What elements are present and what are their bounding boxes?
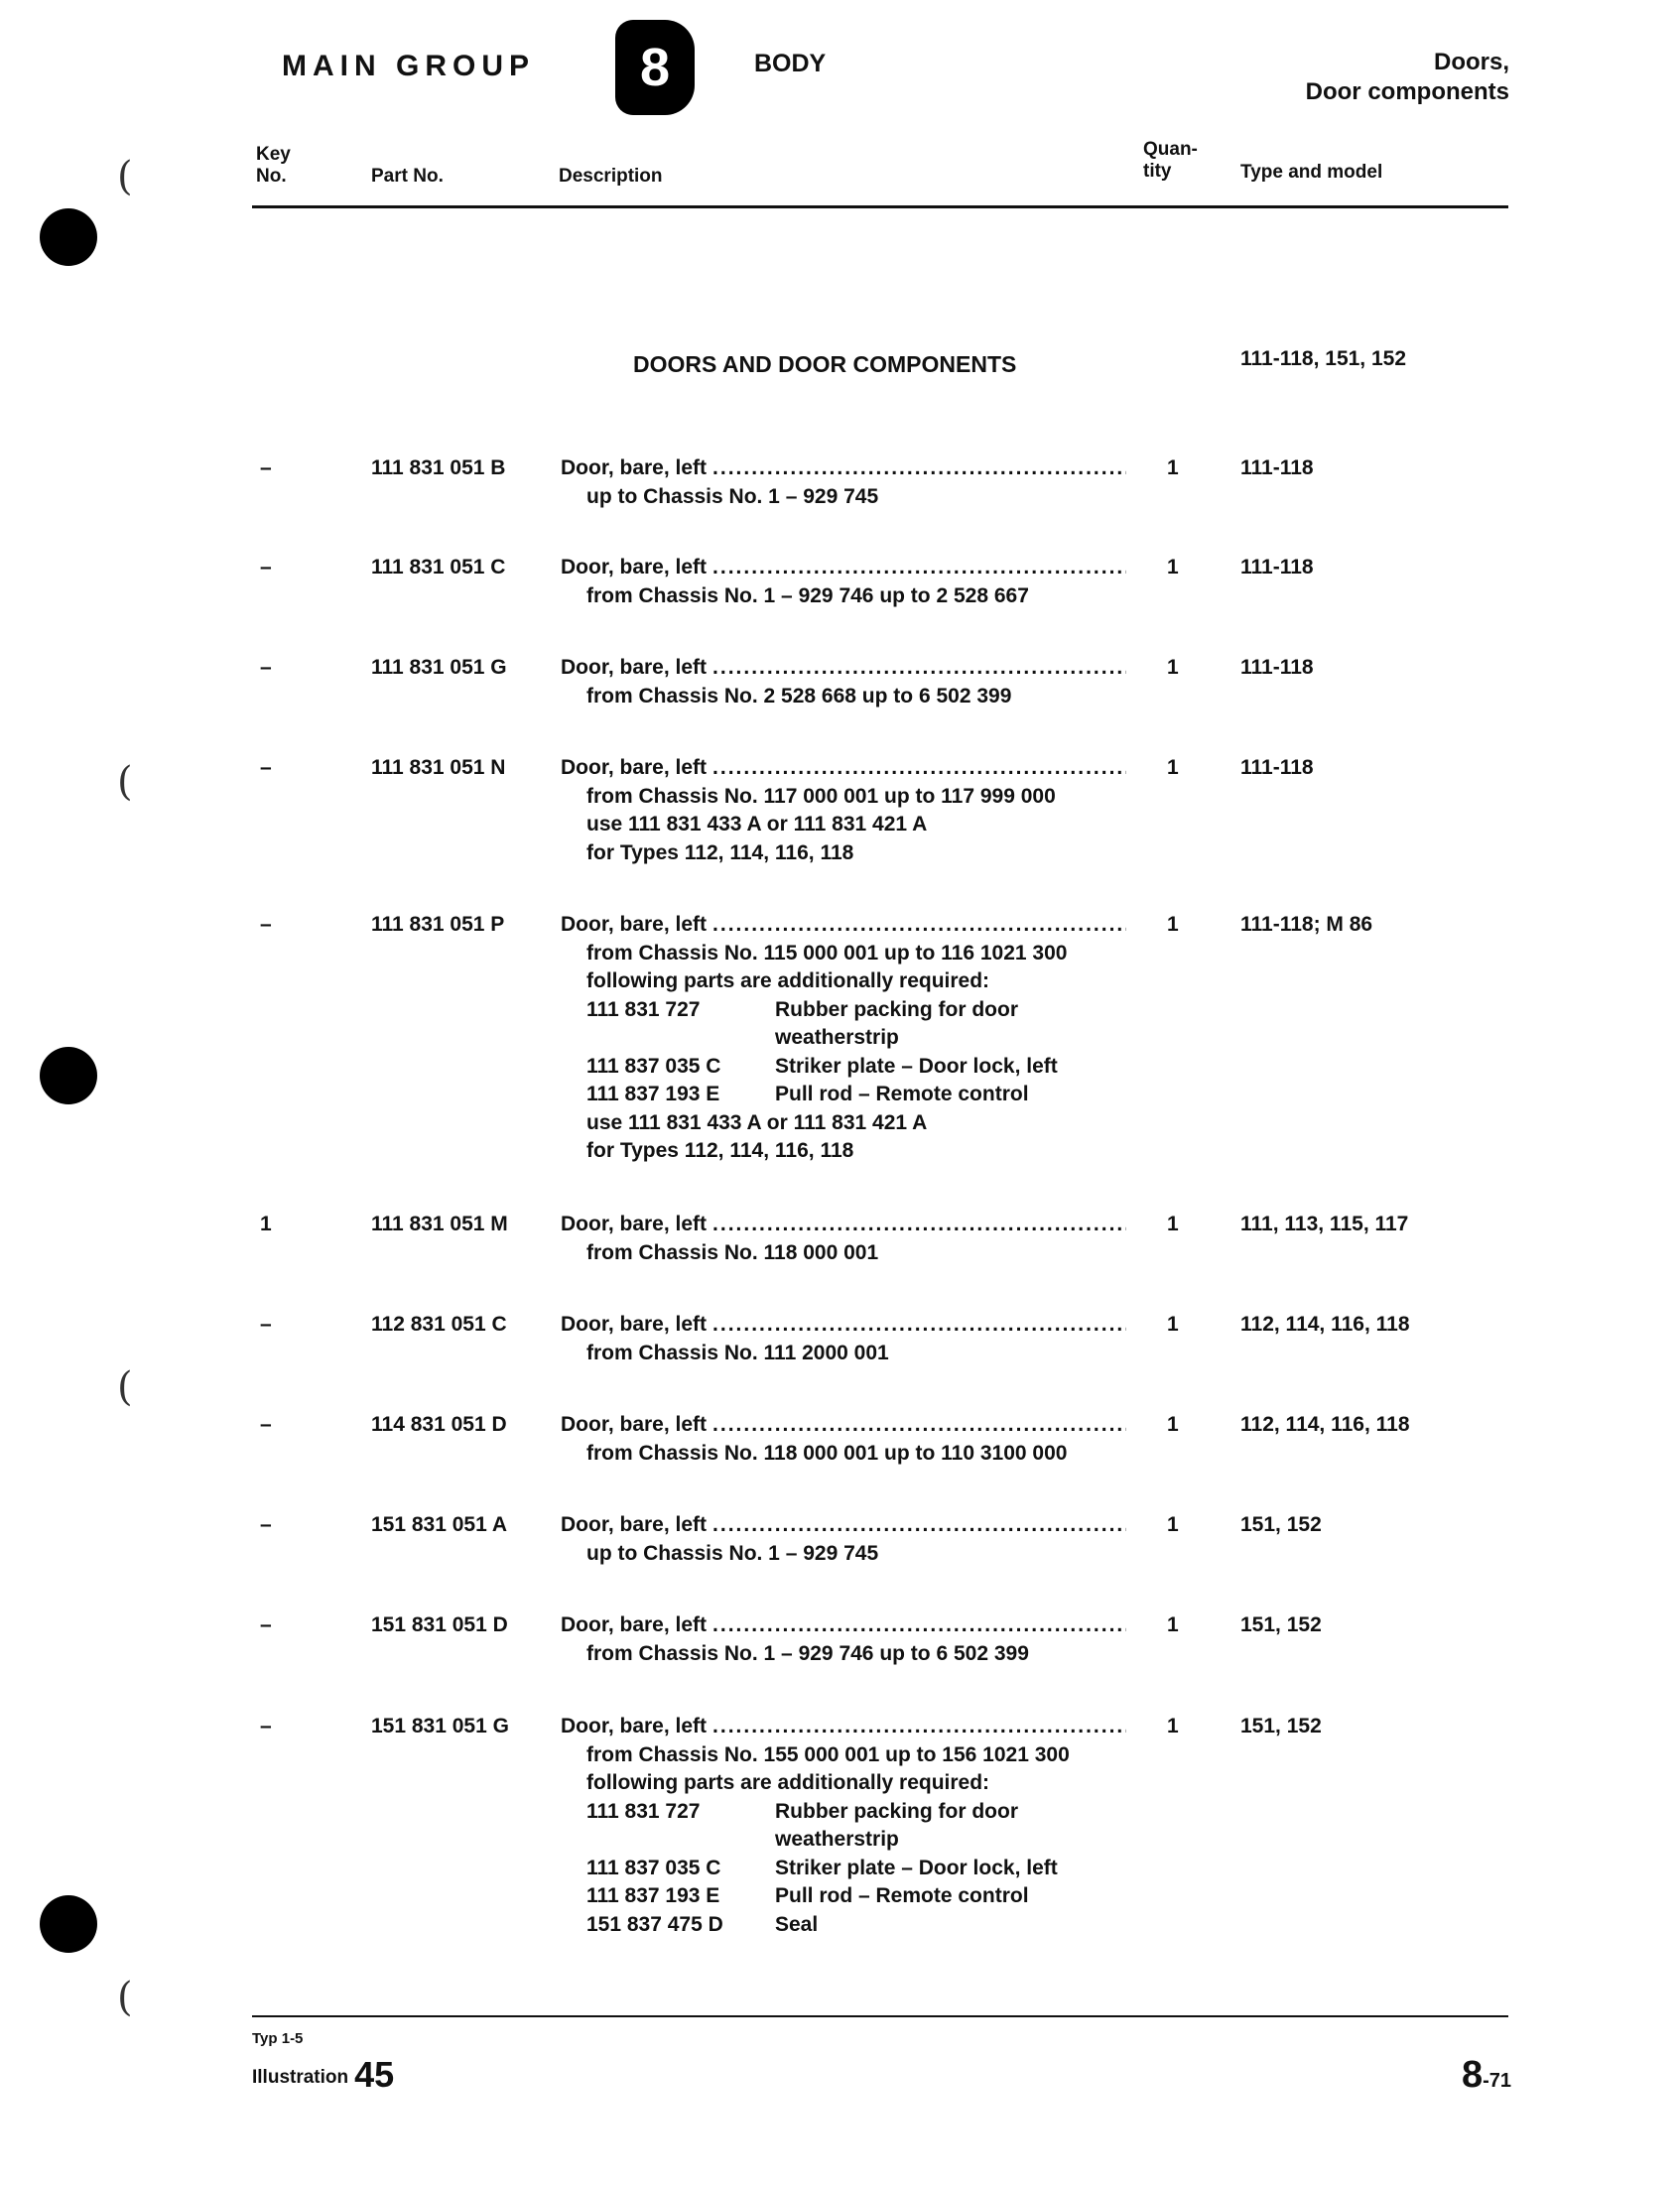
description-text: Door, bare, left [561, 756, 708, 779]
col-part-header: Part No. [371, 166, 444, 187]
description-note: from Chassis No. 117 000 001 up to 117 999 000 [586, 784, 1056, 808]
col-qty-line2: tity [1143, 161, 1172, 182]
group-number: 8 [639, 38, 671, 97]
type-and-model: 111, 113, 115, 117 [1240, 1213, 1409, 1235]
part-number: 111 831 051 M [371, 1213, 508, 1235]
dot-leader [712, 911, 1126, 940]
dot-leader [712, 554, 1126, 582]
binder-hole [40, 1047, 97, 1104]
key-number: – [260, 1513, 272, 1536]
quantity: 1 [1167, 1213, 1179, 1235]
required-part-number: 111 837 193 E [586, 1884, 720, 1907]
key-number: – [260, 556, 272, 579]
col-qty-line1: Quan- [1143, 139, 1198, 160]
required-part [561, 1081, 1126, 1109]
description-note: from Chassis No. 1 – 929 746 up to 6 502 399 [586, 1641, 1029, 1665]
key-number: – [260, 1313, 272, 1336]
description [561, 1211, 1126, 1267]
part-number: 112 831 051 C [371, 1313, 507, 1336]
footer-typ: Typ 1-5 [252, 2030, 304, 2047]
key-number: – [260, 756, 272, 779]
quantity: 1 [1167, 913, 1179, 936]
description-note: from Chassis No. 111 2000 001 [586, 1341, 889, 1364]
required-part-description: Striker plate – Door lock, left [775, 1054, 1058, 1078]
binder-hole [40, 1895, 97, 1953]
required-part-number: 111 831 727 [586, 1799, 701, 1823]
required-part-number: 111 837 035 C [586, 1054, 721, 1078]
description [561, 1311, 1126, 1367]
description-note: from Chassis No. 155 000 001 up to 156 1021 300 [586, 1742, 1070, 1766]
part-number: 151 831 051 A [371, 1513, 508, 1536]
quantity: 1 [1167, 1715, 1179, 1737]
required-part-description: Rubber packing for door weatherstrip [775, 1799, 1019, 1851]
col-key-line2: No. [256, 166, 287, 187]
quantity: 1 [1167, 1613, 1179, 1636]
type-and-model: 112, 114, 116, 118 [1240, 1413, 1410, 1436]
section-heading-line1: Doors, [1433, 49, 1509, 75]
section-types: 111-118, 151, 152 [1240, 347, 1407, 370]
required-part-description: Seal [775, 1912, 819, 1936]
part-number: 114 831 051 D [371, 1413, 507, 1436]
required-part [561, 1855, 1126, 1883]
part-number: 111 831 051 G [371, 656, 507, 679]
description [561, 454, 1126, 511]
type-and-model: 151, 152 [1240, 1613, 1322, 1636]
description [561, 554, 1126, 610]
description-note: use 111 831 433 A or 111 831 421 A [586, 813, 928, 836]
type-and-model: 151, 152 [1240, 1715, 1322, 1737]
section-heading [1306, 48, 1509, 107]
key-number: – [260, 1613, 272, 1636]
required-part [561, 996, 1126, 1053]
description-text: Door, bare, left [561, 1313, 708, 1336]
dot-leader [712, 1411, 1126, 1440]
required-part [561, 1911, 1126, 1940]
description-text: Door, bare, left [561, 456, 708, 479]
type-and-model: 111-118 [1240, 456, 1314, 479]
required-part [561, 1053, 1126, 1082]
description-text: Door, bare, left [561, 1413, 708, 1436]
required-part-description: Pull rod – Remote control [775, 1083, 1029, 1105]
part-number: 111 831 051 C [371, 556, 506, 579]
dot-leader [712, 1713, 1126, 1741]
footer-illustration [252, 2054, 394, 2096]
key-number: – [260, 456, 272, 479]
description-note: for Types 112, 114, 116, 118 [586, 1139, 854, 1162]
required-part [561, 1882, 1126, 1911]
description-note: following parts are additionally required: [586, 969, 990, 992]
part-number: 111 831 051 B [371, 456, 506, 479]
description-text: Door, bare, left [561, 1513, 708, 1536]
dot-leader [712, 1311, 1126, 1340]
description-note: for Types 112, 114, 116, 118 [586, 840, 854, 864]
description-text: Door, bare, left [561, 1213, 708, 1235]
dot-leader [712, 1511, 1126, 1540]
description [561, 1511, 1126, 1568]
main-group-label: MAIN GROUP [282, 50, 535, 82]
type-and-model: 112, 114, 116, 118 [1240, 1313, 1410, 1336]
description-text: Door, bare, left [561, 1613, 708, 1636]
description-note: from Chassis No. 2 528 668 up to 6 502 399 [586, 684, 1012, 707]
group-number-badge [615, 20, 695, 115]
dot-leader [712, 654, 1126, 683]
section-heading-line2: Door components [1305, 78, 1509, 105]
page-sub: -71 [1483, 2070, 1511, 2092]
description-text: Door, bare, left [561, 656, 708, 679]
required-part-number: 151 837 475 D [586, 1912, 723, 1936]
description [561, 1411, 1126, 1468]
dot-leader [712, 1211, 1126, 1239]
description-note: from Chassis No. 115 000 001 up to 116 1021 300 [586, 941, 1068, 964]
description-note: from Chassis No. 1 – 929 746 up to 2 528 667 [586, 583, 1029, 607]
dot-leader [712, 754, 1126, 783]
required-part-number: 111 831 727 [586, 997, 701, 1021]
description [561, 1713, 1126, 1939]
col-key-header [256, 144, 291, 188]
description-text: Door, bare, left [561, 556, 708, 579]
description [561, 654, 1126, 710]
description [561, 1611, 1126, 1668]
illustration-number: 45 [354, 2054, 395, 2095]
part-number: 111 831 051 N [371, 756, 506, 779]
description-text: Door, bare, left [561, 913, 708, 936]
description-note: use 111 831 433 A or 111 831 421 A [586, 1110, 928, 1134]
margin-mark: ( [117, 154, 133, 199]
header-rule [252, 205, 1508, 208]
part-number: 111 831 051 P [371, 913, 505, 936]
group-name: BODY [754, 50, 827, 77]
type-and-model: 111-118 [1240, 756, 1314, 779]
key-number: – [260, 1715, 272, 1737]
footer-rule [252, 2015, 1508, 2017]
description-note: up to Chassis No. 1 – 929 745 [586, 1541, 879, 1565]
description-note: from Chassis No. 118 000 001 up to 110 3100 000 [586, 1441, 1068, 1465]
col-key-line1: Key [256, 144, 291, 165]
part-number: 151 831 051 G [371, 1715, 509, 1737]
required-part-description: Striker plate – Door lock, left [775, 1856, 1058, 1879]
type-and-model: 111-118 [1240, 556, 1314, 579]
quantity: 1 [1167, 756, 1179, 779]
quantity: 1 [1167, 1313, 1179, 1336]
dot-leader [712, 1611, 1126, 1640]
col-qty-header [1143, 139, 1198, 183]
description-note: following parts are additionally required: [586, 1771, 990, 1794]
required-part-number: 111 837 193 E [586, 1083, 720, 1105]
required-part [561, 1798, 1126, 1855]
description-note: from Chassis No. 118 000 001 [586, 1240, 879, 1264]
description-note: up to Chassis No. 1 – 929 745 [586, 484, 879, 508]
description-text: Door, bare, left [561, 1715, 708, 1737]
binder-hole [40, 208, 97, 266]
part-number: 151 831 051 D [371, 1613, 508, 1636]
key-number: – [260, 656, 272, 679]
key-number: – [260, 1413, 272, 1436]
type-and-model: 151, 152 [1240, 1513, 1322, 1536]
margin-mark: ( [117, 759, 133, 805]
required-part-description: Rubber packing for door weatherstrip [775, 997, 1019, 1049]
required-part-number: 111 837 035 C [586, 1856, 721, 1879]
margin-mark: ( [117, 1975, 133, 2020]
quantity: 1 [1167, 1513, 1179, 1536]
required-part-description: Pull rod – Remote control [775, 1884, 1029, 1907]
col-description-header: Description [559, 166, 663, 187]
quantity: 1 [1167, 556, 1179, 579]
key-number: – [260, 913, 272, 936]
quantity: 1 [1167, 656, 1179, 679]
quantity: 1 [1167, 1413, 1179, 1436]
margin-mark: ( [117, 1364, 133, 1410]
description [561, 911, 1126, 1166]
col-type-header: Type and model [1240, 162, 1383, 183]
section-title: DOORS AND DOOR COMPONENTS [633, 351, 1017, 377]
illustration-label: Illustration [252, 2067, 349, 2088]
description [561, 754, 1126, 867]
page-group: 8 [1461, 2054, 1484, 2096]
key-number: 1 [260, 1213, 272, 1235]
page-number [1462, 2054, 1511, 2097]
type-and-model: 111-118; M 86 [1240, 913, 1373, 936]
type-and-model: 111-118 [1240, 656, 1314, 679]
dot-leader [712, 454, 1126, 483]
quantity: 1 [1167, 456, 1179, 479]
